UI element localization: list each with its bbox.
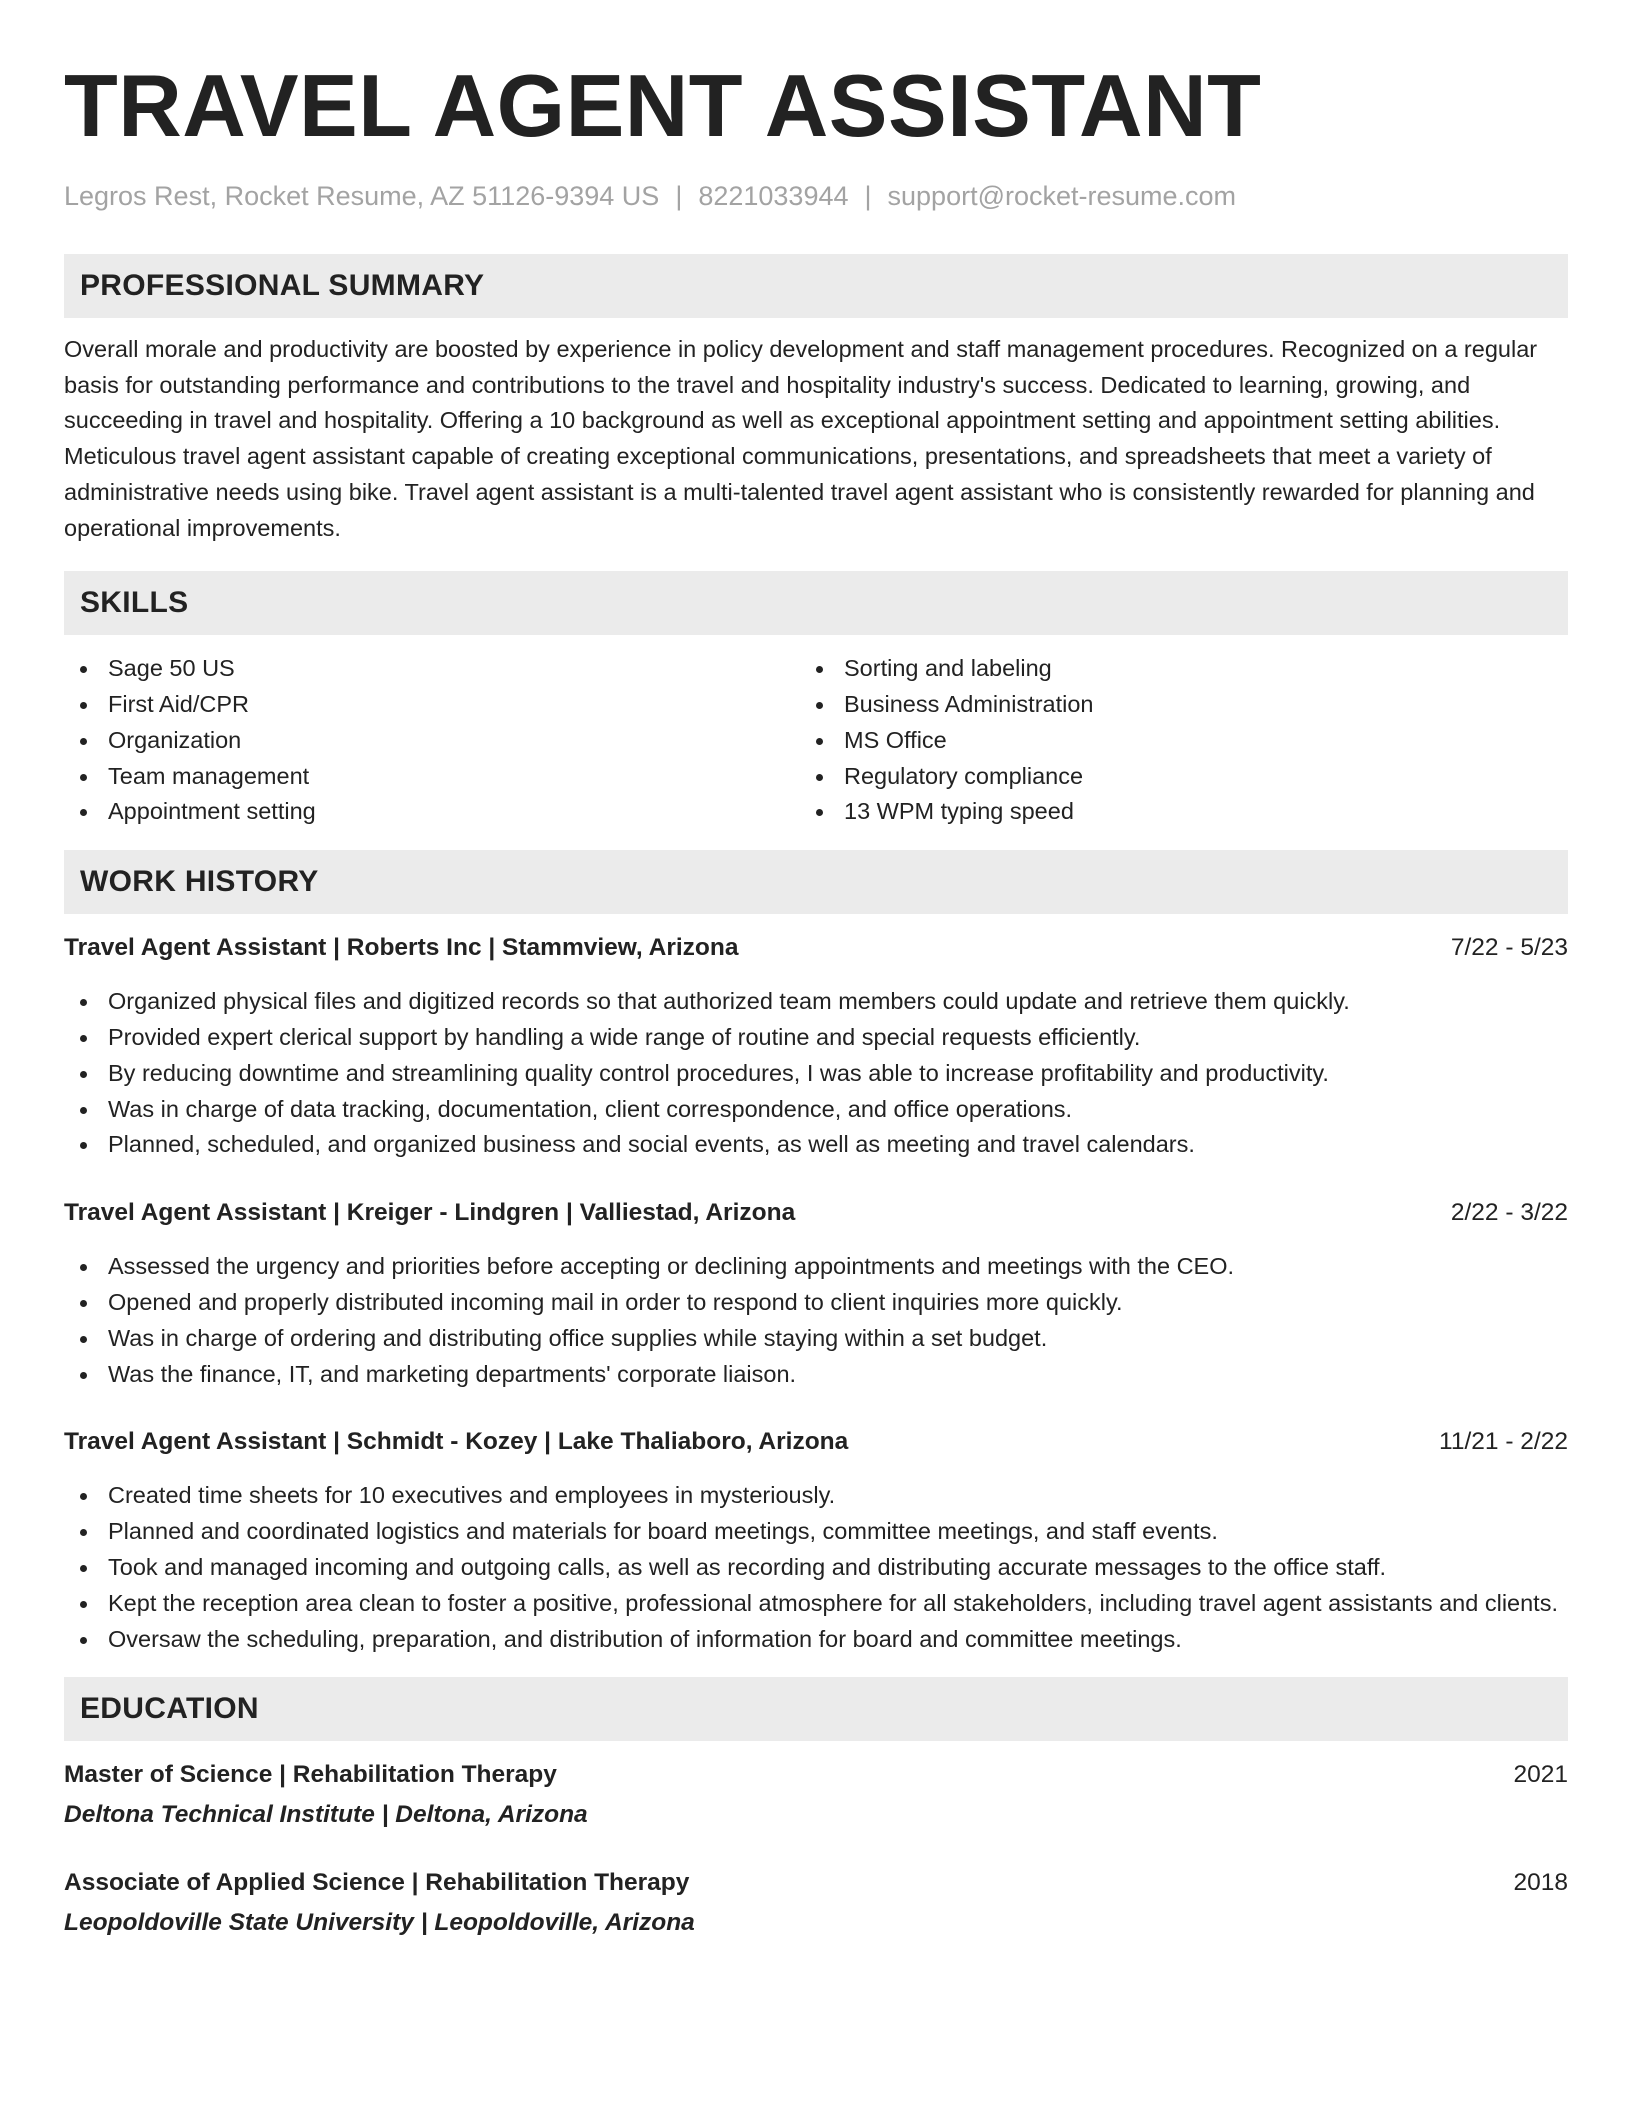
section-header-summary: PROFESSIONAL SUMMARY [64, 254, 1568, 318]
job-bullet: Oversaw the scheduling, preparation, and distribution of information for board and committee meetings. [64, 1622, 1568, 1658]
job-title: Travel Agent Assistant | Kreiger - Lindgren | Valliestad, Arizona [64, 1199, 796, 1227]
section-header-skills: SKILLS [64, 571, 1568, 635]
skill-item: Sorting and labeling [800, 651, 1536, 687]
education-year: 2018 [1513, 1869, 1568, 1897]
job-bullet-list [64, 984, 1568, 1163]
education-entry [64, 1865, 1568, 1941]
contact-separator: | [864, 181, 872, 211]
skill-item: Sage 50 US [64, 651, 800, 687]
summary-text: Overall morale and productivity are boosted by experience in policy development and staff management procedures. Recognized on a regular basis for outstanding performance and contributions to the travel and hospitality industry's success. Dedicated to learning, growing, and succeeding in travel and hospitality. Offering a 10 background as well as exceptional appointment setting and appointment setting abilities. Meticulous travel agent assistant capable of creating exceptional communications, presentations, and spreadsheets that meet a variety of administrative needs using bike. Travel agent assistant is a multi-talented travel agent assistant who is consistently rewarded for planning and operational improvements. [64, 336, 1538, 541]
education-entry [64, 1757, 1568, 1833]
job-bullet: By reducing downtime and streamlining quality control procedures, I was able to increase profitability and productivity. [64, 1056, 1568, 1092]
job-bullet: Planned, scheduled, and organized business and social events, as well as meeting and travel calendars. [64, 1127, 1568, 1163]
job-bullet: Planned and coordinated logistics and materials for board meetings, committee meetings, and staff events. [64, 1514, 1568, 1550]
education-school: Leopoldoville State University | Leopoldoville, Arizona [64, 1909, 695, 1937]
skill-item: MS Office [800, 723, 1536, 759]
skill-item: Organization [64, 723, 800, 759]
job-bullet: Assessed the urgency and priorities before accepting or declining appointments and meetings with the CEO. [64, 1249, 1568, 1285]
job-bullet: Opened and properly distributed incoming mail in order to respond to client inquiries more quickly. [64, 1285, 1568, 1321]
contact-phone[interactable]: 8221033944 [698, 181, 849, 211]
job-entry [64, 930, 1568, 1163]
job-bullet: Was in charge of ordering and distributing office supplies while staying within a set budget. [64, 1321, 1568, 1357]
education-year: 2021 [1513, 1761, 1568, 1789]
skill-item: Team management [64, 759, 800, 795]
job-bullet: Provided expert clerical support by handling a wide range of routine and special requests efficiently. [64, 1020, 1568, 1056]
job-entry [64, 1195, 1568, 1392]
job-bullet: Was in charge of data tracking, documentation, client correspondence, and office operations. [64, 1092, 1568, 1128]
job-bullet: Kept the reception area clean to foster a positive, professional atmosphere for all stakeholders, including travel agent assistants and clients. [64, 1586, 1568, 1622]
job-entry [64, 1424, 1568, 1657]
skill-item: Regulatory compliance [800, 759, 1536, 795]
job-title: Travel Agent Assistant | Schmidt - Kozey | Lake Thaliaboro, Arizona [64, 1428, 849, 1456]
contact-address: Legros Rest, Rocket Resume, AZ 51126-9394 US [64, 181, 660, 211]
contact-email[interactable]: support@rocket-resume.com [887, 181, 1237, 211]
skills-column-right [800, 651, 1536, 830]
education-header [64, 1865, 1568, 1901]
skill-item: First Aid/CPR [64, 687, 800, 723]
job-bullet-list [64, 1249, 1568, 1392]
job-dates: 11/21 - 2/22 [1439, 1428, 1568, 1456]
skill-item: Business Administration [800, 687, 1536, 723]
job-title: Travel Agent Assistant | Roberts Inc | Stammview, Arizona [64, 934, 739, 962]
job-bullet: Took and managed incoming and outgoing calls, as well as recording and distributing accurate messages to the office staff. [64, 1550, 1568, 1586]
education-degree: Associate of Applied Science | Rehabilitation Therapy [64, 1869, 690, 1897]
job-bullet: Was the finance, IT, and marketing departments' corporate liaison. [64, 1357, 1568, 1393]
job-bullet: Created time sheets for 10 executives and employees in mysteriously. [64, 1478, 1568, 1514]
job-header [64, 1195, 1568, 1231]
job-dates: 7/22 - 5/23 [1450, 934, 1568, 962]
job-bullet-list [64, 1478, 1568, 1657]
skill-item: Appointment setting [64, 794, 800, 830]
skills-column-left [64, 651, 800, 830]
skills-list [64, 651, 1568, 830]
job-header [64, 930, 1568, 966]
education-school: Deltona Technical Institute | Deltona, Arizona [64, 1801, 588, 1829]
contact-separator: | [675, 181, 683, 211]
skill-item: 13 WPM typing speed [800, 794, 1536, 830]
job-dates: 2/22 - 3/22 [1450, 1199, 1568, 1227]
section-header-education: EDUCATION [64, 1677, 1568, 1741]
job-header [64, 1424, 1568, 1460]
candidate-name: TRAVEL AGENT ASSISTANT [64, 56, 1262, 155]
education-degree: Master of Science | Rehabilitation Therapy [64, 1761, 557, 1789]
job-bullet: Organized physical files and digitized records so that authorized team members could update and retrieve them quickly. [64, 984, 1568, 1020]
section-header-work-history: WORK HISTORY [64, 850, 1568, 914]
contact-line [64, 178, 1568, 214]
education-header [64, 1757, 1568, 1793]
